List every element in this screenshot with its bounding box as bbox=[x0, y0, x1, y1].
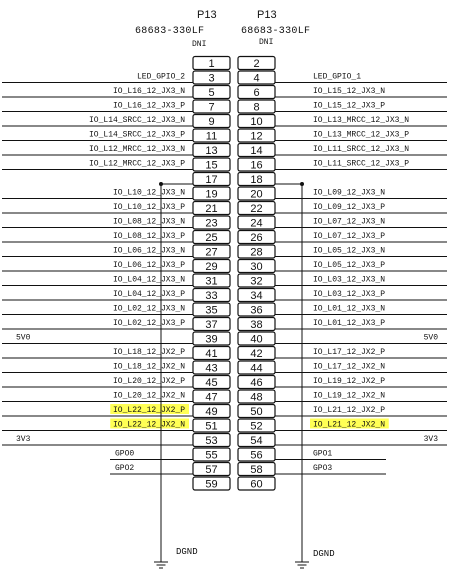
pin-row bbox=[2, 347, 447, 361]
pin-row bbox=[2, 245, 447, 259]
left-net-label: LED_GPIO_2 bbox=[136, 72, 185, 82]
right-net-label: IO_L03_12_JX3_P bbox=[313, 290, 386, 299]
even-pin-number: 22 bbox=[250, 203, 263, 215]
left-ground-label: DGND bbox=[176, 547, 198, 557]
pin-row bbox=[2, 158, 447, 172]
odd-pin-number: 57 bbox=[205, 464, 218, 476]
right-net-label: IO_L11_SRCC_12_JX3_N bbox=[313, 145, 410, 154]
odd-pin-number: 43 bbox=[205, 362, 218, 375]
right-net-label: IO_L03_12_JX3_N bbox=[313, 275, 386, 285]
even-pin-number: 60 bbox=[250, 478, 263, 491]
even-pin-number: 10 bbox=[250, 116, 263, 128]
odd-pin-number: 1 bbox=[208, 58, 215, 70]
left-net-label: IO_L20_12_JX2_P bbox=[112, 377, 185, 386]
right-net-label: IO_L07_12_JX3_N bbox=[313, 217, 386, 227]
even-pin-number: 56 bbox=[250, 449, 263, 462]
odd-pin-number: 55 bbox=[205, 449, 218, 462]
left-connector-ref: P13 bbox=[197, 9, 217, 21]
left-net-label: IO_L12_MRCC_12_JX3_N bbox=[88, 145, 185, 154]
left-net-label: IO_L02_12_JX3_N bbox=[112, 304, 185, 314]
right-net-label: IO_L19_12_JX2_N bbox=[313, 391, 386, 401]
right-net-label: IO_L13_MRCC_12_JX3_N bbox=[313, 116, 410, 125]
left-net-label: IO_L14_SRCC_12_JX3_N bbox=[88, 116, 185, 125]
pin-row bbox=[2, 144, 447, 158]
right-net-label: IO_L01_12_JX3_P bbox=[313, 319, 386, 328]
even-pin-number: 58 bbox=[250, 464, 263, 476]
pin-row bbox=[110, 448, 386, 462]
right-net-label: IO_L21_12_JX2_P bbox=[313, 406, 386, 415]
even-pin-number: 6 bbox=[253, 87, 260, 99]
odd-pin-number: 31 bbox=[205, 275, 218, 288]
odd-pin-number: 27 bbox=[205, 246, 218, 259]
pin-row bbox=[193, 173, 275, 187]
left-net-label: IO_L08_12_JX3_N bbox=[112, 217, 185, 227]
left-net-label: IO_L08_12_JX3_P bbox=[112, 232, 185, 241]
even-pin-number: 40 bbox=[250, 333, 263, 346]
pin-row bbox=[2, 361, 447, 375]
pin-row bbox=[193, 57, 275, 71]
even-pin-number: 32 bbox=[250, 275, 263, 288]
odd-pin-number: 3 bbox=[208, 72, 215, 85]
odd-pin-number: 47 bbox=[205, 391, 218, 404]
odd-pin-number: 21 bbox=[205, 203, 218, 215]
right-net-label: LED_GPIO_1 bbox=[313, 72, 362, 82]
even-pin-number: 12 bbox=[250, 130, 263, 143]
right-net-label: IO_L21_12_JX2_N bbox=[313, 420, 386, 430]
pin-row bbox=[2, 216, 447, 230]
pin-row bbox=[2, 115, 447, 129]
left-dni-label: DNI bbox=[192, 40, 207, 49]
even-pin-number: 54 bbox=[250, 435, 263, 447]
pin-row bbox=[2, 303, 447, 317]
pin-row bbox=[2, 260, 447, 274]
left-net-label: IO_L10_12_JX3_P bbox=[112, 203, 185, 212]
even-pin-number: 14 bbox=[250, 145, 263, 157]
even-pin-number: 26 bbox=[250, 232, 263, 244]
pin-row bbox=[2, 231, 447, 245]
even-pin-number: 48 bbox=[250, 391, 263, 404]
right-net-label: IO_L09_12_JX3_N bbox=[313, 188, 386, 198]
odd-pin-number: 51 bbox=[205, 420, 218, 433]
left-net-label: IO_L04_12_JX3_P bbox=[112, 290, 185, 299]
pin-row bbox=[193, 477, 275, 491]
odd-pin-number: 41 bbox=[205, 348, 218, 360]
odd-pin-number: 5 bbox=[208, 87, 215, 99]
right-net-label: IO_L07_12_JX3_P bbox=[313, 232, 386, 241]
odd-pin-number: 53 bbox=[205, 435, 218, 447]
left-net-label: 5V0 bbox=[16, 333, 31, 343]
left-net-label: IO_L18_12_JX2_P bbox=[112, 348, 185, 357]
right-net-label: IO_L19_12_JX2_P bbox=[313, 377, 386, 386]
odd-pin-number: 25 bbox=[205, 232, 218, 244]
left-part-number: 68683-330LF bbox=[135, 26, 205, 37]
odd-pin-number: 29 bbox=[205, 261, 218, 273]
left-net-label: GPO0 bbox=[115, 449, 135, 459]
pin-row bbox=[2, 187, 447, 201]
even-pin-number: 4 bbox=[253, 72, 260, 85]
right-net-label: IO_L17_12_JX2_P bbox=[313, 348, 386, 357]
odd-pin-number: 17 bbox=[205, 174, 218, 186]
ground-symbol-icon bbox=[295, 562, 309, 568]
even-pin-number: 24 bbox=[250, 217, 263, 230]
right-part-number: 68683-330LF bbox=[241, 26, 311, 37]
pin-row bbox=[2, 332, 447, 346]
odd-pin-number: 19 bbox=[205, 188, 218, 201]
pin-row bbox=[2, 202, 447, 216]
odd-pin-number: 9 bbox=[208, 116, 215, 128]
even-pin-number: 8 bbox=[253, 101, 260, 114]
right-net-label: IO_L09_12_JX3_P bbox=[313, 203, 386, 212]
left-net-label: IO_L16_12_JX3_N bbox=[112, 87, 185, 96]
left-net-label: IO_L04_12_JX3_N bbox=[112, 275, 185, 285]
pin-row bbox=[2, 289, 447, 303]
pin-row bbox=[2, 390, 447, 404]
left-net-label: 3V3 bbox=[16, 435, 31, 444]
ground-symbol-icon bbox=[154, 562, 168, 568]
pin-row bbox=[2, 419, 447, 433]
even-pin-number: 38 bbox=[250, 319, 263, 331]
right-net-label: IO_L05_12_JX3_P bbox=[313, 261, 386, 270]
even-pin-number: 2 bbox=[253, 58, 260, 70]
odd-pin-number: 59 bbox=[205, 478, 218, 491]
pin-row bbox=[2, 86, 447, 100]
right-net-label: IO_L05_12_JX3_N bbox=[313, 246, 386, 256]
pin-row bbox=[2, 434, 447, 448]
odd-pin-number: 39 bbox=[205, 333, 218, 346]
even-pin-number: 36 bbox=[250, 304, 263, 317]
odd-pin-number: 35 bbox=[205, 304, 218, 317]
right-net-label: IO_L15_12_JX3_N bbox=[313, 87, 386, 96]
pin-row bbox=[2, 100, 447, 114]
even-pin-number: 46 bbox=[250, 377, 263, 389]
right-net-label: GPO3 bbox=[313, 464, 333, 473]
left-net-label: IO_L14_SRCC_12_JX3_P bbox=[88, 130, 185, 140]
pin-row bbox=[110, 463, 386, 477]
right-net-label: GPO1 bbox=[313, 449, 333, 459]
left-net-label: IO_L16_12_JX3_P bbox=[112, 101, 185, 111]
even-pin-number: 52 bbox=[250, 420, 263, 433]
left-net-label: IO_L12_MRCC_12_JX3_P bbox=[88, 159, 185, 169]
left-net-label: IO_L06_12_JX3_N bbox=[112, 246, 185, 256]
odd-pin-number: 45 bbox=[205, 377, 218, 389]
even-pin-number: 42 bbox=[250, 348, 263, 360]
even-pin-number: 44 bbox=[250, 362, 263, 375]
right-dni-label: DNI bbox=[259, 38, 274, 47]
odd-pin-number: 33 bbox=[205, 290, 218, 302]
even-pin-number: 34 bbox=[250, 290, 263, 302]
right-connector-ref: P13 bbox=[257, 9, 277, 21]
even-pin-number: 18 bbox=[250, 174, 263, 186]
odd-pin-number: 23 bbox=[205, 217, 218, 230]
left-net-label: IO_L06_12_JX3_P bbox=[112, 261, 185, 270]
pin-row bbox=[2, 129, 447, 143]
pin-row bbox=[2, 376, 447, 390]
odd-pin-number: 49 bbox=[205, 406, 218, 418]
even-pin-number: 20 bbox=[250, 188, 263, 201]
right-ground-label: DGND bbox=[313, 549, 335, 559]
left-net-label: GPO2 bbox=[115, 464, 135, 473]
right-net-label: IO_L17_12_JX2_N bbox=[313, 362, 386, 372]
left-net-label: IO_L18_12_JX2_N bbox=[112, 362, 185, 372]
odd-pin-number: 11 bbox=[205, 130, 218, 143]
right-net-label: IO_L15_12_JX3_P bbox=[313, 101, 386, 111]
even-pin-number: 16 bbox=[250, 159, 263, 172]
right-net-label: 3V3 bbox=[423, 435, 438, 444]
left-net-label: IO_L22_12_JX2_N bbox=[112, 420, 185, 430]
pin-row bbox=[2, 318, 447, 332]
odd-pin-number: 15 bbox=[205, 159, 218, 172]
even-pin-number: 28 bbox=[250, 246, 263, 259]
even-pin-number: 50 bbox=[250, 406, 263, 418]
left-net-label: IO_L22_12_JX2_P bbox=[112, 406, 185, 415]
odd-pin-number: 37 bbox=[205, 319, 218, 331]
pin-row bbox=[2, 71, 447, 85]
left-net-label: IO_L20_12_JX2_N bbox=[112, 391, 185, 401]
right-net-label: IO_L01_12_JX3_N bbox=[313, 304, 386, 314]
pin-rows bbox=[2, 57, 447, 491]
right-net-label: IO_L13_MRCC_12_JX3_P bbox=[313, 130, 410, 140]
odd-pin-number: 13 bbox=[205, 145, 218, 157]
pin-row bbox=[2, 404, 447, 418]
right-net-label: IO_L11_SRCC_12_JX3_P bbox=[313, 159, 410, 169]
left-net-label: IO_L02_12_JX3_P bbox=[112, 319, 185, 328]
left-net-label: IO_L10_12_JX3_N bbox=[112, 188, 185, 198]
right-net-label: 5V0 bbox=[423, 333, 438, 343]
odd-pin-number: 7 bbox=[208, 101, 215, 114]
even-pin-number: 30 bbox=[250, 261, 263, 273]
pin-row bbox=[2, 274, 447, 288]
